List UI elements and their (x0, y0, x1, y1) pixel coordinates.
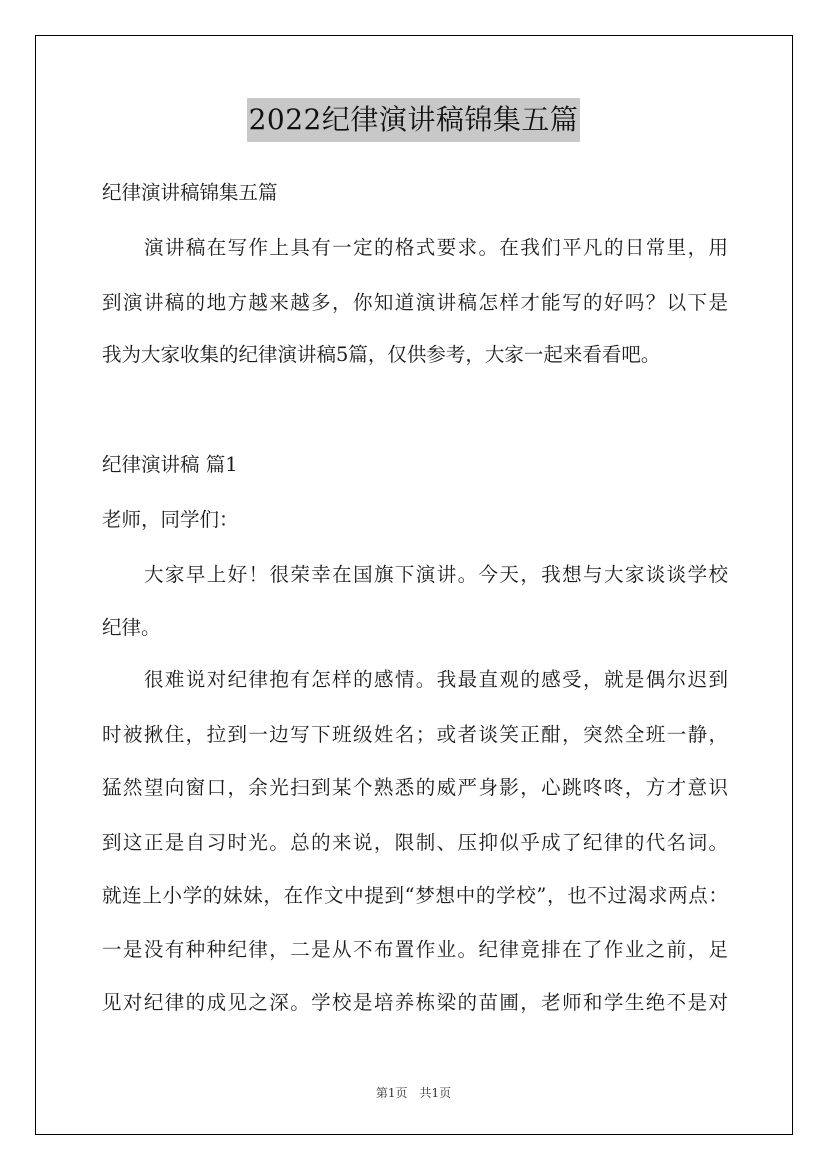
title-container (0, 98, 827, 142)
para2-line-4: 到这正是自习时光。总的来说，限制、压抑似乎成了纪律的代名词。 (102, 831, 728, 854)
intro-line-1: 演讲稿在写作上具有一定的格式要求。在我们平凡的日常里，用 (144, 236, 728, 259)
document-title: 2022纪律演讲稿锦集五篇 (247, 98, 581, 142)
intro-line-3: 我为大家收集的纪律演讲稿5篇，仅供参考，大家一起来看看吧。 (102, 343, 661, 366)
para2-line-2: 时被揪住，拉到一边写下班级姓名；或者谈笑正酣，突然全班一静， (102, 723, 728, 746)
para1-line-2: 纪律。 (102, 616, 161, 639)
para1-line-1: 大家早上好！很荣幸在国旗下演讲。今天，我想与大家谈谈学校 (144, 563, 728, 586)
para2-line-3: 猛然望向窗口，余光扫到某个熟悉的威严身影，心跳咚咚，方才意识 (102, 776, 728, 799)
para2-line-6: 一是没有种种纪律，二是从不布置作业。纪律竟排在了作业之前，足 (102, 938, 728, 961)
page-footer: 第1页 共1页 (375, 1086, 452, 1100)
salutation: 老师，同学们： (102, 508, 239, 531)
section-heading: 纪律演讲稿 篇1 (102, 453, 238, 476)
para2-line-5: 就连上小学的妹妹，在作文中提到“梦想中的学校”，也不过渴求两点： (102, 884, 728, 907)
para2-line-1: 很难说对纪律抱有怎样的感情。我最直观的感受，就是偶尔迟到 (144, 668, 728, 691)
para2-line-7: 见对纪律的成见之深。学校是培养栋梁的苗圃，老师和学生绝不是对 (102, 991, 728, 1014)
intro-line-2: 到演讲稿的地方越来越多，你知道演讲稿怎样才能写的好吗？以下是 (102, 291, 728, 314)
document-subtitle: 纪律演讲稿锦集五篇 (102, 181, 278, 204)
